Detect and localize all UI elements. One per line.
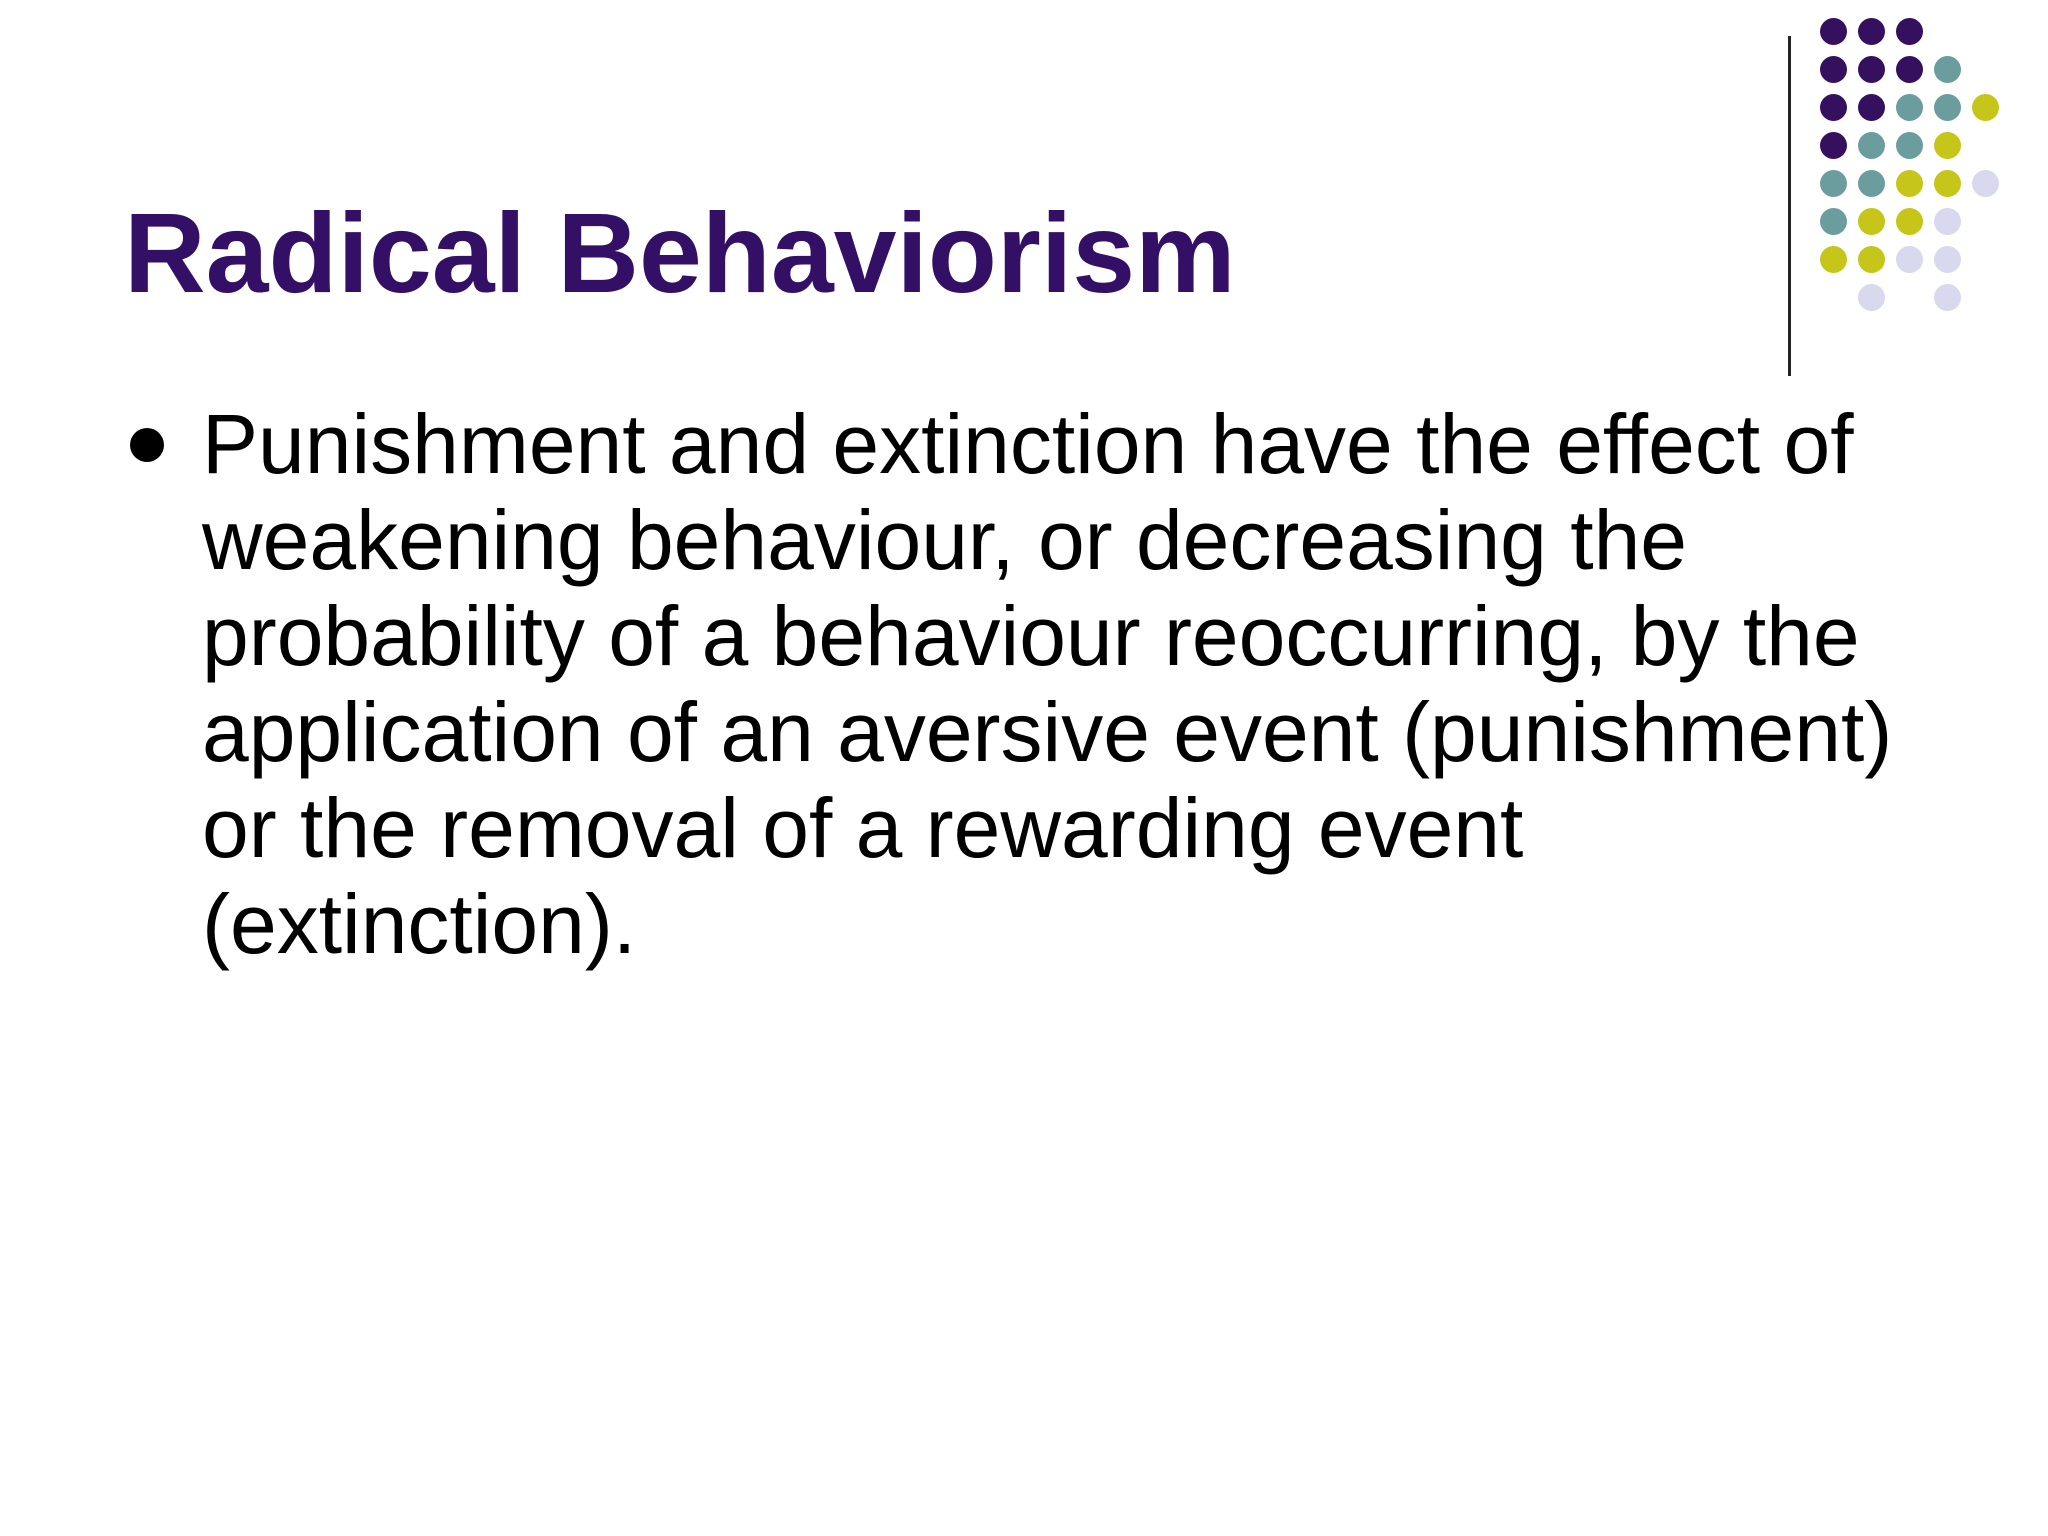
title-divider-line bbox=[1788, 36, 1791, 376]
decorative-dot bbox=[1820, 132, 1847, 159]
decorative-dot bbox=[1972, 170, 1999, 197]
decorative-dot bbox=[1858, 170, 1885, 197]
decorative-dot bbox=[1934, 132, 1961, 159]
decorative-dot bbox=[1934, 284, 1961, 311]
decorative-dot bbox=[1820, 94, 1847, 121]
decorative-dot bbox=[1896, 56, 1923, 83]
decorative-dot bbox=[1896, 246, 1923, 273]
decorative-dot bbox=[1934, 170, 1961, 197]
decorative-dot bbox=[1820, 208, 1847, 235]
decorative-dot bbox=[1934, 94, 1961, 121]
decorative-dot bbox=[1934, 208, 1961, 235]
decorative-dot bbox=[1858, 208, 1885, 235]
decorative-dot bbox=[1858, 132, 1885, 159]
bullet-dot-icon bbox=[130, 428, 164, 462]
decorative-dot bbox=[1820, 18, 1847, 45]
bullet-text: Punishment and extinction have the effect of weakening behaviour, or decreasing the probability of a behaviour reoccurring, by the application of an aversive event (punishment) or the removal of a rewarding event (extinction). bbox=[202, 397, 1893, 971]
decorative-dot bbox=[1896, 170, 1923, 197]
decorative-dot bbox=[1896, 18, 1923, 45]
decorative-dot bbox=[1896, 94, 1923, 121]
decorative-dot bbox=[1820, 56, 1847, 83]
decorative-dot bbox=[1934, 56, 1961, 83]
slide-title: Radical Behaviorism bbox=[124, 190, 1236, 316]
decorative-dot-grid bbox=[1820, 18, 2040, 338]
decorative-dot bbox=[1896, 208, 1923, 235]
decorative-dot bbox=[1896, 132, 1923, 159]
bullet-item bbox=[120, 396, 1950, 972]
decorative-dot bbox=[1858, 56, 1885, 83]
decorative-dot bbox=[1858, 94, 1885, 121]
decorative-dot bbox=[1858, 284, 1885, 311]
decorative-dot bbox=[1820, 246, 1847, 273]
decorative-dot bbox=[1820, 170, 1847, 197]
decorative-dot bbox=[1858, 246, 1885, 273]
decorative-dot bbox=[1972, 94, 1999, 121]
decorative-dot bbox=[1934, 246, 1961, 273]
decorative-dot bbox=[1858, 18, 1885, 45]
bullet-list bbox=[120, 396, 1950, 972]
